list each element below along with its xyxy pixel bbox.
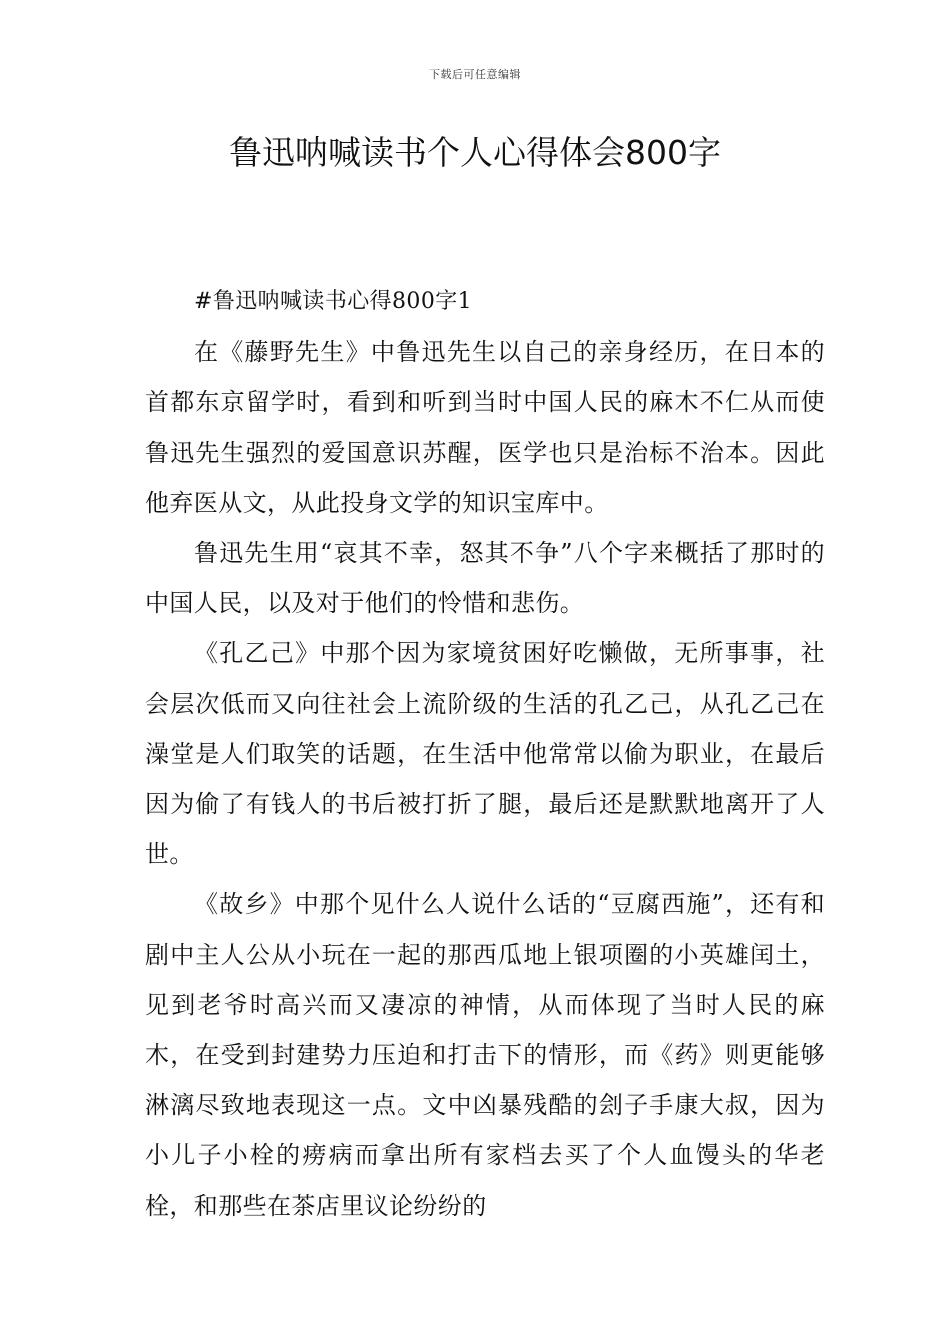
document-body — [145, 277, 825, 1231]
page-title: 鲁迅呐喊读书个人心得体会800字 — [229, 133, 721, 172]
header-note: 下载后可任意编辑 — [429, 68, 521, 81]
paragraph: 鲁迅先生用“哀其不幸，怒其不争”八个字来概括了那时的中国人民，以及对于他们的怜惜和悲伤。 — [145, 539, 825, 618]
paragraph: 《故乡》中那个见什么人说什么话的“豆腐西施”，还有和剧中主人公从小玩在一起的那西瓜地上银项圈的小英雄闰土，见到老爷时高兴而又凄凉的神情，从而体现了当时人民的麻木，在受到封建势力压迫和打击下的情形，而《药》则更能够淋漓尽致地表现这一点。文中凶暴残酷的刽子手康大叔，因为小儿子小栓的痨病而拿出所有家档去买了个人血馒头的华老栓，和那些在茶店里议论纷纷的 — [145, 890, 825, 1220]
section-heading: #鲁迅呐喊读书心得800字1 — [194, 289, 473, 314]
paragraph: 《孔乙己》中那个因为家境贫困好吃懒做，无所事事，社会层次低而又向往社会上流阶级的生活的孔乙己，从孔乙己在澡堂是人们取笑的话题，在生活中他常常以偷为职业，在最后因为偷了有钱人的书后被打折了腿，最后还是默默地离开了人世。 — [145, 639, 825, 869]
paragraph: 在《藤野先生》中鲁迅先生以自己的亲身经历，在日本的首都东京留学时，看到和听到当时中国人民的麻木不仁从而使鲁迅先生强烈的爱国意识苏醒，医学也只是治标不治本。因此他弃医从文，从此投身文学的知识宝库中。 — [145, 338, 825, 517]
